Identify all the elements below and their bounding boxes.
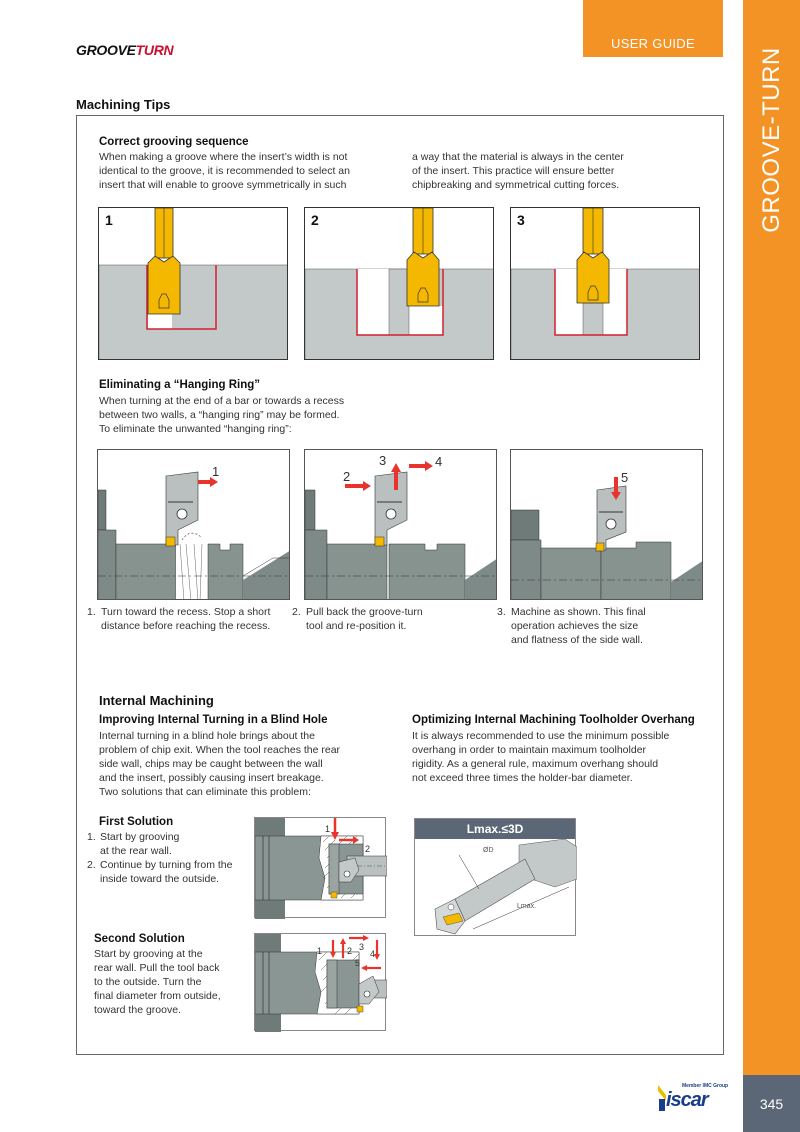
grooving-panel-3 <box>510 207 700 360</box>
arrow-label: 5 <box>621 470 629 485</box>
brand-text-groove: GROOVE <box>76 42 136 58</box>
overhang-text: It is always recommended to use the minimum possible overhang in order to maintain maximum toolholder rigidity. As a general rule, maximum overhang should not exceed three times the holder-bar diameter. <box>412 730 670 784</box>
first-solution-heading: First Solution <box>99 816 174 828</box>
side-title: GROOVE-TURN <box>757 47 785 233</box>
page-number: 345 <box>759 1095 784 1112</box>
iscar-logo <box>656 1083 729 1113</box>
caption-2: 2. Pull back the groove-turn tool and re-position it. <box>292 606 423 632</box>
hanging-ring-panel-2 <box>304 449 497 600</box>
lmax-diagram-title: Lmax.≤3D <box>415 819 575 839</box>
blind-hole-text: Internal turning in a blind hole brings about the problem of chip exit. When the tool reaches the rear side wall, chips may be caught between the wall and the insert, possibly causing insert breakage. Two solutions that can eliminate this problem: <box>99 730 341 798</box>
grooving-panel-1 <box>98 207 288 360</box>
arrow-label: 1 <box>212 464 220 479</box>
logo-tagline: Member IMC Group <box>682 1083 729 1089</box>
hanging-ring-panel-3 <box>510 449 703 600</box>
internal-machining-title: Internal Machining <box>99 693 214 708</box>
arrow-label: 4 <box>435 454 443 469</box>
caption-3: 3. Machine as shown. This final operation achieves the size and flatness of the side wall. <box>497 606 646 646</box>
arrow-label: 3 <box>379 453 387 468</box>
brand-text-turn: TURN <box>135 42 174 58</box>
overhang-heading: Optimizing Internal Machining Toolholder Overhang <box>412 714 695 726</box>
caption-1: 1. Turn toward the recess. Stop a short distance before reaching the recess. <box>87 606 271 632</box>
second-solution-diagram <box>254 933 386 1031</box>
arrow-label: 1 <box>325 824 331 834</box>
brand-logo <box>76 42 173 58</box>
arrow-label: 2 <box>343 469 351 484</box>
first-solution-diagram <box>254 817 386 918</box>
lmax-label: Lmax. <box>517 903 537 910</box>
lmax-diagram <box>414 818 576 936</box>
panel-label: 3 <box>517 212 525 228</box>
arrow-label: 2 <box>347 946 353 956</box>
arrow-label: 2 <box>365 844 371 854</box>
page-number-box <box>743 1075 800 1132</box>
hanging-ring-panel-1 <box>97 449 290 600</box>
panel-label: 1 <box>105 212 113 228</box>
hanging-ring-heading: Eliminating a “Hanging Ring” <box>99 379 260 391</box>
first-solution-steps: 1. Start by grooving at the rear wall. 2. Continue by turning from the inside toward the outside. <box>87 831 233 885</box>
arrow-label: 4 <box>370 949 376 959</box>
logo-text: iscar <box>666 1089 708 1111</box>
diameter-label: ØD <box>483 847 494 854</box>
arrow-label: 5 <box>355 958 361 968</box>
grooving-text-col2: a way that the material is always in the center of the insert. This practice will ensure better chipbreaking and symmetrical cutting forces. <box>412 151 624 191</box>
grooving-heading: Correct grooving sequence <box>99 136 249 148</box>
second-solution-heading: Second Solution <box>94 933 185 945</box>
grooving-text-col1: When making a groove where the insert’s width is not identical to the groove, it is recommended to select an insert that will enable to groove symmetrically in such <box>99 151 350 191</box>
second-solution-text: Start by grooving at the rear wall. Pull the tool back to the outside. Turn the final diameter from outside, toward the groove. <box>94 948 221 1016</box>
side-strip <box>743 0 800 1075</box>
arrow-label: 3 <box>359 942 365 952</box>
panel-label: 2 <box>311 212 319 228</box>
hanging-ring-text: When turning at the end of a bar or towards a recess between two walls, a “hanging ring” may be formed. To eliminate the unwanted “hanging ring”: <box>99 395 345 435</box>
grooving-panel-2 <box>304 207 494 360</box>
user-guide-tab <box>583 0 723 57</box>
user-guide-label: USER GUIDE <box>611 36 695 51</box>
blind-hole-heading: Improving Internal Turning in a Blind Hole <box>99 714 328 726</box>
arrow-label: 1 <box>317 946 323 956</box>
section-title: Machining Tips <box>76 97 171 112</box>
